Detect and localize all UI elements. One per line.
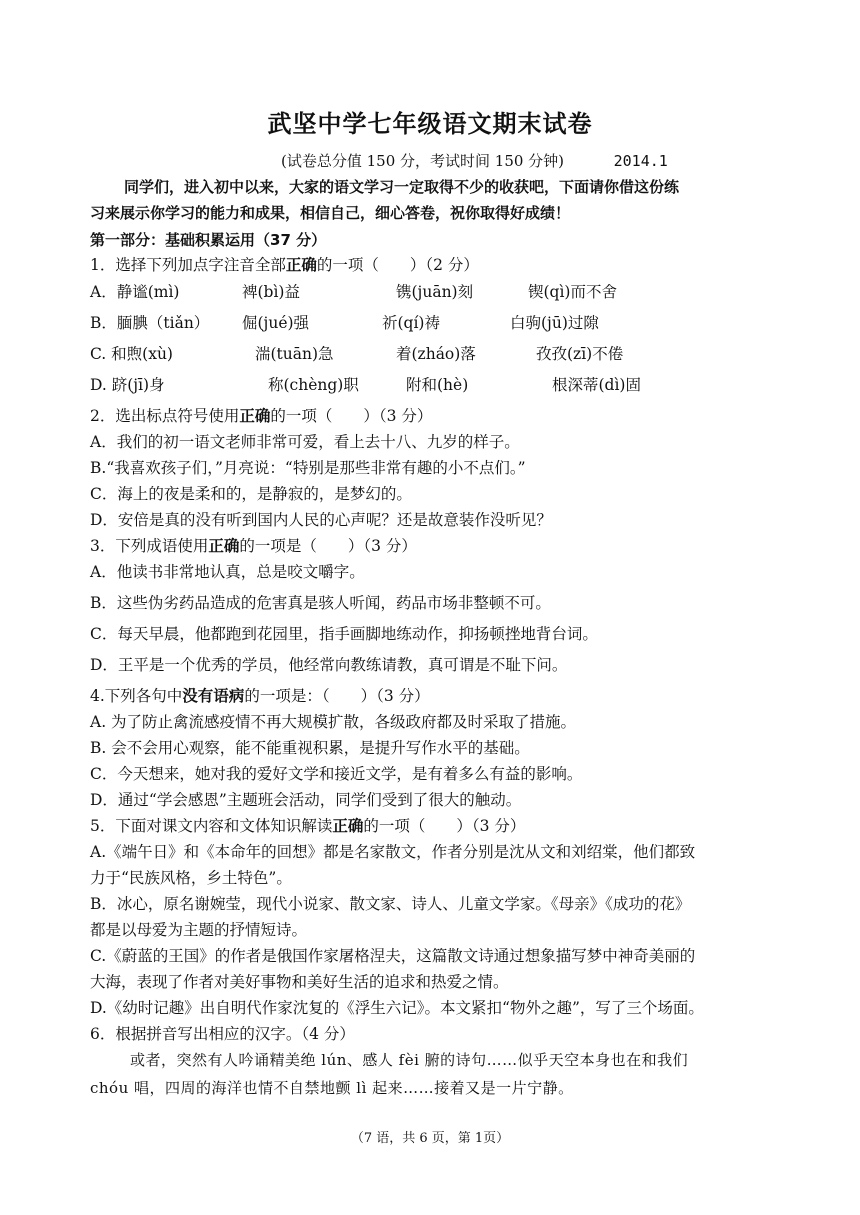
q1-stem-post: 的一项（ ）（2 分）: [316, 256, 479, 274]
q1-d-3: 附和(hè): [406, 376, 469, 394]
q5-stem-post: 的一项（ ）（3 分）: [363, 817, 526, 835]
exam-info: [281, 150, 668, 171]
q2-stem-post: 的一项（ ）（3 分）: [270, 407, 433, 425]
q4-option-b: B. 会不会用心观察，能不能重视积累，是提升写作水平的基础。: [90, 739, 530, 757]
q1-b-1: B．腼腆（tiǎn）: [90, 314, 210, 332]
q6-text-line-1: 或者，突然有人吟诵精美绝 lún、感人 fèi 腑的诗句……似乎天空本身也在和我们: [130, 1051, 689, 1069]
q5-line-7: D.《幼时记趣》出自明代作家沈复的《浮生六记》。本文紧扣“物外之趣”，写了三个场面。: [90, 999, 704, 1017]
exam-score-time: (试卷总分值 150 分，考试时间 150 分钟): [281, 152, 565, 170]
q1-c-4: 孜孜(zī)不倦: [536, 345, 624, 363]
q2-option-a: A．我们的初一语文老师非常可爱，看上去十八、九岁的样子。: [90, 433, 520, 451]
q3-option-c: C．每天早晨，他都跑到花园里，指手画脚地练动作，抑扬顿挫地背台词。: [90, 625, 598, 643]
q2-option-b: B.“我喜欢孩子们，”月亮说：“特别是那些非常有趣的小不点们。”: [90, 459, 526, 477]
q4-stem-pre: 4.下列各句中: [90, 687, 183, 705]
q5-line-6: 大海，表现了作者对美好事物和美好生活的追求和热爱之情。: [90, 973, 509, 991]
q3-stem-pre: 3．下列成语使用: [90, 537, 209, 555]
q1-d-1: D. 跻(jī)身: [90, 376, 165, 394]
q2-stem: [90, 406, 432, 426]
q5-stem-em: 正确: [332, 816, 364, 835]
section-title: 第一部分：基础积累运用（37 分）: [90, 231, 327, 249]
q4-stem-post: 的一项是：（ ）（3 分）: [244, 687, 430, 705]
q1-b-3: 祈(qí)祷: [382, 314, 440, 332]
q2-stem-em: 正确: [239, 406, 271, 425]
q5-stem-pre: 5．下面对课文内容和文体知识解读: [90, 817, 333, 835]
q2-option-d: D．安倍是真的没有听到国内人民的心声呢？还是故意装作没听见？: [90, 511, 552, 529]
q5-line-4: 都是以母爱为主题的抒情短诗。: [90, 921, 308, 939]
q1-b-2: 倔(jué)强: [242, 314, 310, 332]
page-title: 武坚中学七年级语文期末试卷: [267, 110, 593, 138]
q4-option-a: A. 为了防止禽流感疫情不再大规模扩散，各级政府都及时采取了措施。: [90, 713, 577, 731]
q2-option-c: C．海上的夜是柔和的，是静寂的，是梦幻的。: [90, 485, 412, 503]
q1-c-2: 湍(tuān)急: [255, 345, 334, 363]
q1-c-3: 着(zháo)落: [396, 345, 476, 363]
q1-a-2: 裨(bì)益: [242, 283, 300, 301]
q3-stem-em: 正确: [208, 536, 240, 555]
q4-stem: [90, 686, 430, 706]
q4-stem-em: 没有语病: [182, 686, 245, 705]
q3-stem-post: 的一项是（ ）（3 分）: [239, 537, 417, 555]
q3-option-d: D．王平是一个优秀的学员，他经常向教练请教，真可谓是不耻下问。: [90, 656, 568, 674]
q1-stem-pre: 1．选择下列加点字注音全部: [90, 256, 286, 274]
q1-d-4: 根深蒂(dì)固: [552, 376, 641, 394]
q6-text-line-2: chóu 唱，四周的海洋也情不自禁地颤 lì 起来……接着又是一片宁静。: [90, 1079, 574, 1097]
q1-b-4: 白驹(jū)过隙: [510, 314, 599, 332]
q1-a-3: 镌(juān)刻: [396, 283, 474, 301]
exam-date: 2014.1: [613, 152, 668, 170]
q2-stem-pre: 2．选出标点符号使用: [90, 407, 240, 425]
q5-line-1: A.《端午日》和《本命年的回想》都是名家散文，作者分别是沈从文和刘绍棠，他们都致: [90, 843, 696, 861]
q1-a-4: 锲(qì)而不舍: [528, 283, 617, 301]
q3-option-a: A．他读书非常地认真，总是咬文嚼字。: [90, 563, 365, 581]
intro-line-2: 习来展示你学习的能力和成果，相信自己，细心答卷，祝你取得好成绩！: [90, 204, 571, 222]
q3-option-b: B．这些伪劣药品造成的危害真是骇人听闻，药品市场非整顿不可。: [90, 594, 551, 612]
q4-option-c: C．今天想来，她对我的爱好文学和接近文学，是有着多么有益的影响。: [90, 765, 583, 783]
q1-stem-em: 正确: [285, 255, 317, 274]
q1-d-2: 称(chèng)职: [268, 376, 359, 394]
q5-line-2: 力于“民族风格，乡土特色”。: [90, 869, 292, 887]
q5-line-3: B．冰心，原名谢婉莹，现代小说家、散文家、诗人、儿童文学家。《母亲》《成功的花》: [90, 895, 691, 913]
q1-a-1: A．静谧(mì): [90, 283, 180, 301]
page-footer: （7 语，共 6 页，第 1页）: [350, 1131, 510, 1146]
q4-option-d: D．通过“学会感恩”主题班会活动，同学们受到了很大的触动。: [90, 791, 522, 809]
q1-stem: [90, 255, 479, 275]
q6-stem: 6．根据拼音写出相应的汉字。（4 分）: [90, 1025, 355, 1043]
intro-line-1: 同学们，进入初中以来，大家的语文学习一定取得不少的收获吧，下面请你借这份练: [124, 178, 680, 196]
q5-line-5: C.《蔚蓝的王国》的作者是俄国作家屠格涅夫，这篇散文诗通过想象描写梦中神奇美丽的: [90, 947, 696, 965]
q3-stem: [90, 536, 417, 556]
q5-stem: [90, 816, 525, 836]
q1-c-1: C. 和煦(xù): [90, 345, 173, 363]
